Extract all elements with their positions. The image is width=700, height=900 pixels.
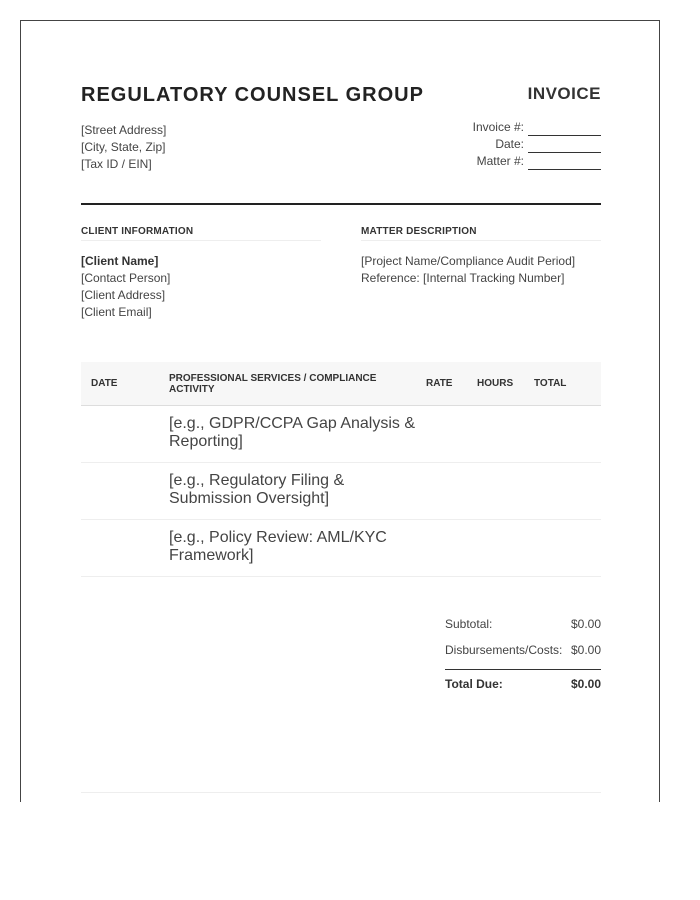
totals-block — [445, 611, 601, 694]
col-hours-header: HOURS — [477, 378, 514, 389]
total-due-value: $0.00 — [570, 677, 601, 691]
subtotal-label: Subtotal: — [445, 617, 493, 631]
invoice-title: INVOICE — [527, 84, 601, 103]
col-rate-header: RATE — [426, 378, 453, 389]
table-header — [81, 362, 601, 406]
firm-tax-id: [Tax ID / EIN] — [81, 157, 152, 171]
invoice-date-field[interactable] — [528, 140, 601, 153]
matter-reference: Reference: [Internal Tracking Number] — [361, 271, 565, 285]
firm-name: REGULATORY COUNSEL GROUP — [81, 84, 424, 106]
service-description: [e.g., Policy Review: AML/KYC Framework] — [169, 529, 387, 564]
col-service-header: PROFESSIONAL SERVICES / COMPLIANCE ACTIVITY — [169, 372, 377, 395]
col-date-header: DATE — [91, 378, 118, 389]
subtotal-row — [445, 611, 601, 637]
invoice-number-row — [473, 119, 601, 136]
table-row — [81, 520, 601, 577]
services-table — [81, 362, 601, 577]
costs-label: Disbursements/Costs: — [445, 643, 563, 657]
header-divider — [81, 203, 601, 205]
invoice-date-row — [473, 136, 601, 153]
matter-description-block — [361, 253, 575, 287]
matter-project: [Project Name/Compliance Audit Period] — [361, 254, 576, 268]
table-row — [81, 406, 601, 463]
subtotal-value: $0.00 — [570, 617, 601, 631]
footer-divider — [81, 792, 601, 793]
matter-number-label: Matter #: — [476, 154, 524, 168]
invoice-meta — [473, 119, 601, 170]
service-description: [e.g., Regulatory Filing & Submission Oversight] — [169, 472, 345, 507]
service-description: [e.g., GDPR/CCPA Gap Analysis & Reporting] — [169, 415, 416, 450]
col-total-header: TOTAL — [534, 378, 567, 389]
client-name: [Client Name] — [81, 254, 159, 268]
invoice-date-label: Date: — [495, 137, 524, 151]
firm-city: [City, State, Zip] — [81, 140, 166, 154]
client-email: [Client Email] — [81, 305, 152, 319]
client-contact: [Contact Person] — [81, 271, 171, 285]
costs-row — [445, 637, 601, 663]
invoice-number-field[interactable] — [528, 123, 601, 136]
client-address: [Client Address] — [81, 288, 166, 302]
firm-address-block — [81, 122, 166, 173]
matter-number-row — [473, 153, 601, 170]
client-info-heading: CLIENT INFORMATION — [81, 226, 321, 241]
matter-number-field[interactable] — [528, 157, 601, 170]
firm-street: [Street Address] — [81, 123, 167, 137]
total-due-row — [445, 674, 601, 694]
table-row — [81, 463, 601, 520]
client-info-block — [81, 253, 170, 321]
total-due-label: Total Due: — [445, 677, 503, 691]
invoice-sheet — [20, 20, 660, 802]
matter-description-heading: MATTER DESCRIPTION — [361, 226, 601, 241]
invoice-number-label: Invoice #: — [472, 120, 524, 134]
costs-value: $0.00 — [570, 643, 601, 657]
totals-divider — [445, 669, 601, 670]
